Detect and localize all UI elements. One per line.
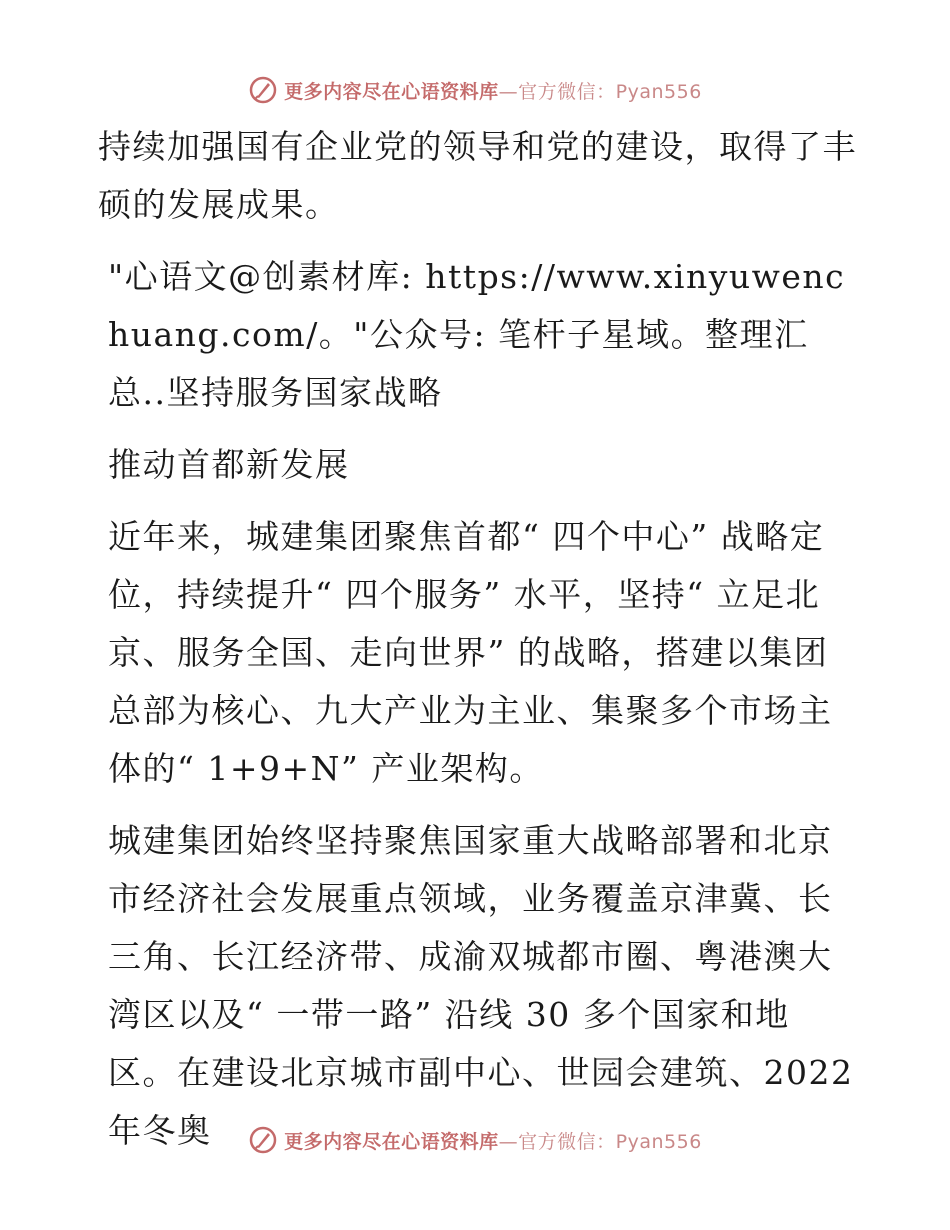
watermark-main: 更多内容尽在心语资料库	[284, 1130, 499, 1153]
watermark-contact: 官方微信：Pyan556	[518, 1130, 702, 1153]
watermark-main: 更多内容尽在心语资料库	[284, 80, 499, 103]
feather-circle-logo-icon	[248, 1125, 278, 1155]
watermark-separator: —	[498, 1130, 519, 1153]
watermark-group	[248, 1125, 702, 1155]
header-watermark	[0, 70, 950, 110]
watermark-group	[248, 75, 702, 105]
watermark-text	[284, 1127, 702, 1154]
section-heading: 推动首都新发展	[108, 445, 350, 484]
paragraph-1: 持续加强国有企业党的领导和党的建设，取得了丰硕的发展成果。	[98, 127, 857, 224]
feather-circle-logo-icon	[248, 75, 278, 105]
watermark-text	[284, 77, 702, 104]
paragraph-2: "心语文@创素材库: https://www.xinyuwenchuang.com/。"公众号: 笔杆子星域。整理汇总..坚持服务国家战略	[108, 257, 846, 412]
paragraph-4: 城建集团始终坚持聚焦国家重大战略部署和北京市经济社会发展重点领域，业务覆盖京津冀、长三角、长江经济带、成渝双城都市圈、粤港澳大湾区以及“ 一带一路” 沿线 30 多个国家和地区。在建设北京城市副中心、世园会建筑、2022 年冬奥	[108, 821, 854, 1150]
paragraph-3: 近年来，城建集团聚焦首都“ 四个中心” 战略定位，持续提升“ 四个服务” 水平，坚持“ 立足北京、服务全国、走向世界” 的战略，搭建以集团总部为核心、九大产业为主业、集聚多个市场主体的“ 1+9+N” 产业架构。	[108, 517, 833, 788]
watermark-separator: —	[498, 80, 519, 103]
document-body	[98, 118, 858, 1174]
watermark-contact: 官方微信：Pyan556	[518, 80, 702, 103]
footer-watermark	[0, 1120, 950, 1160]
